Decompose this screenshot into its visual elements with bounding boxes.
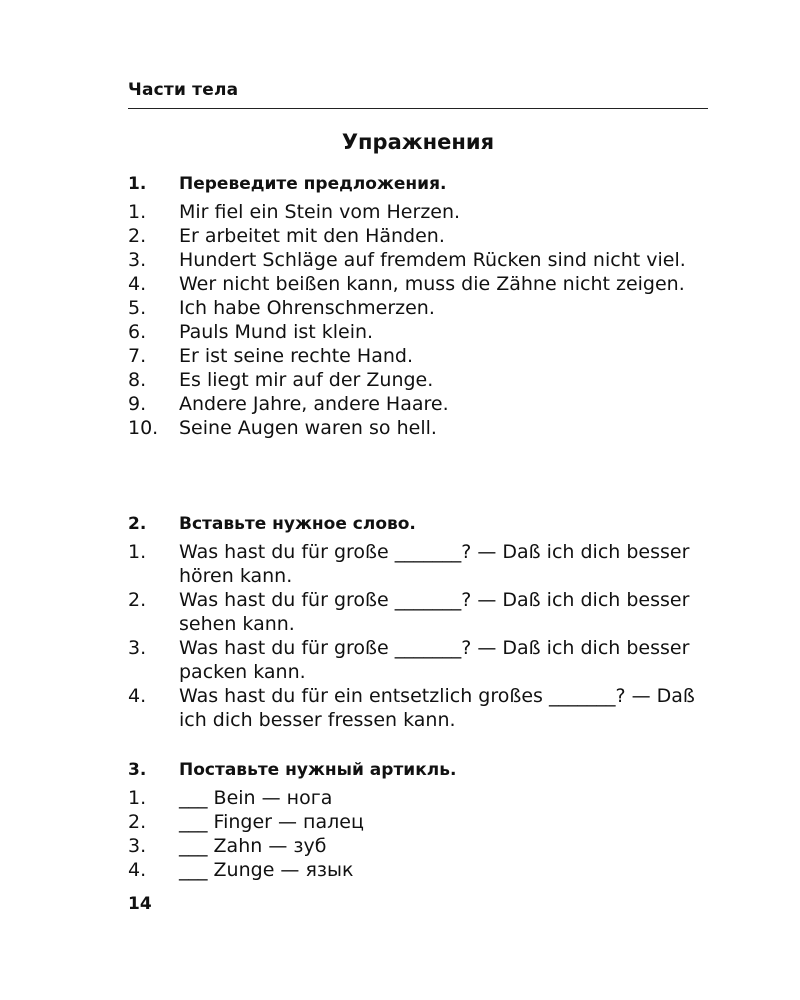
- exercise-1: [128, 172, 708, 440]
- list-item: [128, 540, 708, 588]
- item-text: Was hast du für große _______? — Daß ich dich besser hören kann.: [179, 541, 690, 587]
- list-item: [128, 296, 708, 320]
- exercise-3-items: [128, 786, 708, 882]
- exercise-number: 2.: [128, 514, 147, 534]
- item-text: ___ Finger — палец: [179, 811, 364, 833]
- page-title: Упражнения: [341, 130, 495, 154]
- item-text: Pauls Mund ist klein.: [179, 321, 374, 343]
- item-text: Andere Jahre, andere Haare.: [179, 393, 449, 415]
- item-number: 1.: [128, 541, 147, 563]
- item-number: 1.: [128, 787, 147, 809]
- exercise-2-heading: [128, 512, 708, 536]
- item-text: Hundert Schläge auf fremdem Rücken sind nicht viel.: [179, 249, 686, 271]
- item-number: 10.: [128, 417, 159, 439]
- item-number: 2.: [128, 589, 147, 611]
- item-text: Es liegt mir auf der Zunge.: [179, 369, 434, 391]
- item-text: ___ Bein — нога: [179, 787, 333, 809]
- item-text: Was hast du für große _______? — Daß ich dich besser sehen kann.: [179, 589, 690, 635]
- exercise-3: [128, 758, 708, 882]
- header-divider: [128, 108, 708, 109]
- list-item: [128, 834, 708, 858]
- item-text: Mir fiel ein Stein vom Herzen.: [179, 201, 461, 223]
- item-number: 3.: [128, 637, 147, 659]
- list-item: [128, 636, 708, 684]
- item-number: 3.: [128, 835, 147, 857]
- list-item: [128, 248, 708, 272]
- exercise-1-items: [128, 200, 708, 440]
- exercise-2-items: [128, 540, 708, 732]
- list-item: [128, 368, 708, 392]
- item-number: 3.: [128, 249, 147, 271]
- item-number: 5.: [128, 297, 147, 319]
- item-text: Er arbeitet mit den Händen.: [179, 225, 445, 247]
- item-number: 2.: [128, 225, 147, 247]
- list-item: [128, 344, 708, 368]
- exercise-2: [128, 512, 708, 732]
- item-number: 7.: [128, 345, 147, 367]
- list-item: [128, 588, 708, 636]
- item-text: Seine Augen waren so hell.: [179, 417, 437, 439]
- list-item: [128, 392, 708, 416]
- item-number: 2.: [128, 811, 147, 833]
- list-item: [128, 320, 708, 344]
- item-number: 9.: [128, 393, 147, 415]
- item-number: 4.: [128, 859, 147, 881]
- exercise-3-heading: [128, 758, 708, 782]
- item-number: 1.: [128, 201, 147, 223]
- list-item: [128, 786, 708, 810]
- item-text: ___ Zahn — зуб: [179, 835, 327, 857]
- exercise-number: 1.: [128, 174, 147, 194]
- list-item: [128, 272, 708, 296]
- list-item: [128, 858, 708, 882]
- item-text: Was hast du für ein entsetzlich großes _______? — Daß ich dich besser fressen kann.: [179, 685, 695, 731]
- list-item: [128, 810, 708, 834]
- exercise-instruction: Вставьте нужное слово.: [179, 514, 416, 534]
- item-number: 6.: [128, 321, 147, 343]
- list-item: [128, 416, 708, 440]
- list-item: [128, 224, 708, 248]
- list-item: [128, 200, 708, 224]
- list-item: [128, 684, 708, 732]
- page-number: 14: [128, 894, 152, 914]
- exercise-number: 3.: [128, 760, 147, 780]
- item-text: Er ist seine rechte Hand.: [179, 345, 413, 367]
- item-text: Wer nicht beißen kann, muss die Zähne nicht zeigen.: [179, 273, 685, 295]
- item-number: 4.: [128, 273, 147, 295]
- item-number: 8.: [128, 369, 147, 391]
- exercise-instruction: Поставьте нужный артикль.: [179, 760, 457, 780]
- item-text: ___ Zunge — язык: [179, 859, 354, 881]
- running-header: Части тела: [128, 80, 239, 100]
- item-text: Was hast du für große _______? — Daß ich dich besser packen kann.: [179, 637, 690, 683]
- item-text: Ich habe Ohrenschmerzen.: [179, 297, 435, 319]
- exercise-1-heading: [128, 172, 708, 196]
- exercise-instruction: Переведите предложения.: [179, 174, 447, 194]
- item-number: 4.: [128, 685, 147, 707]
